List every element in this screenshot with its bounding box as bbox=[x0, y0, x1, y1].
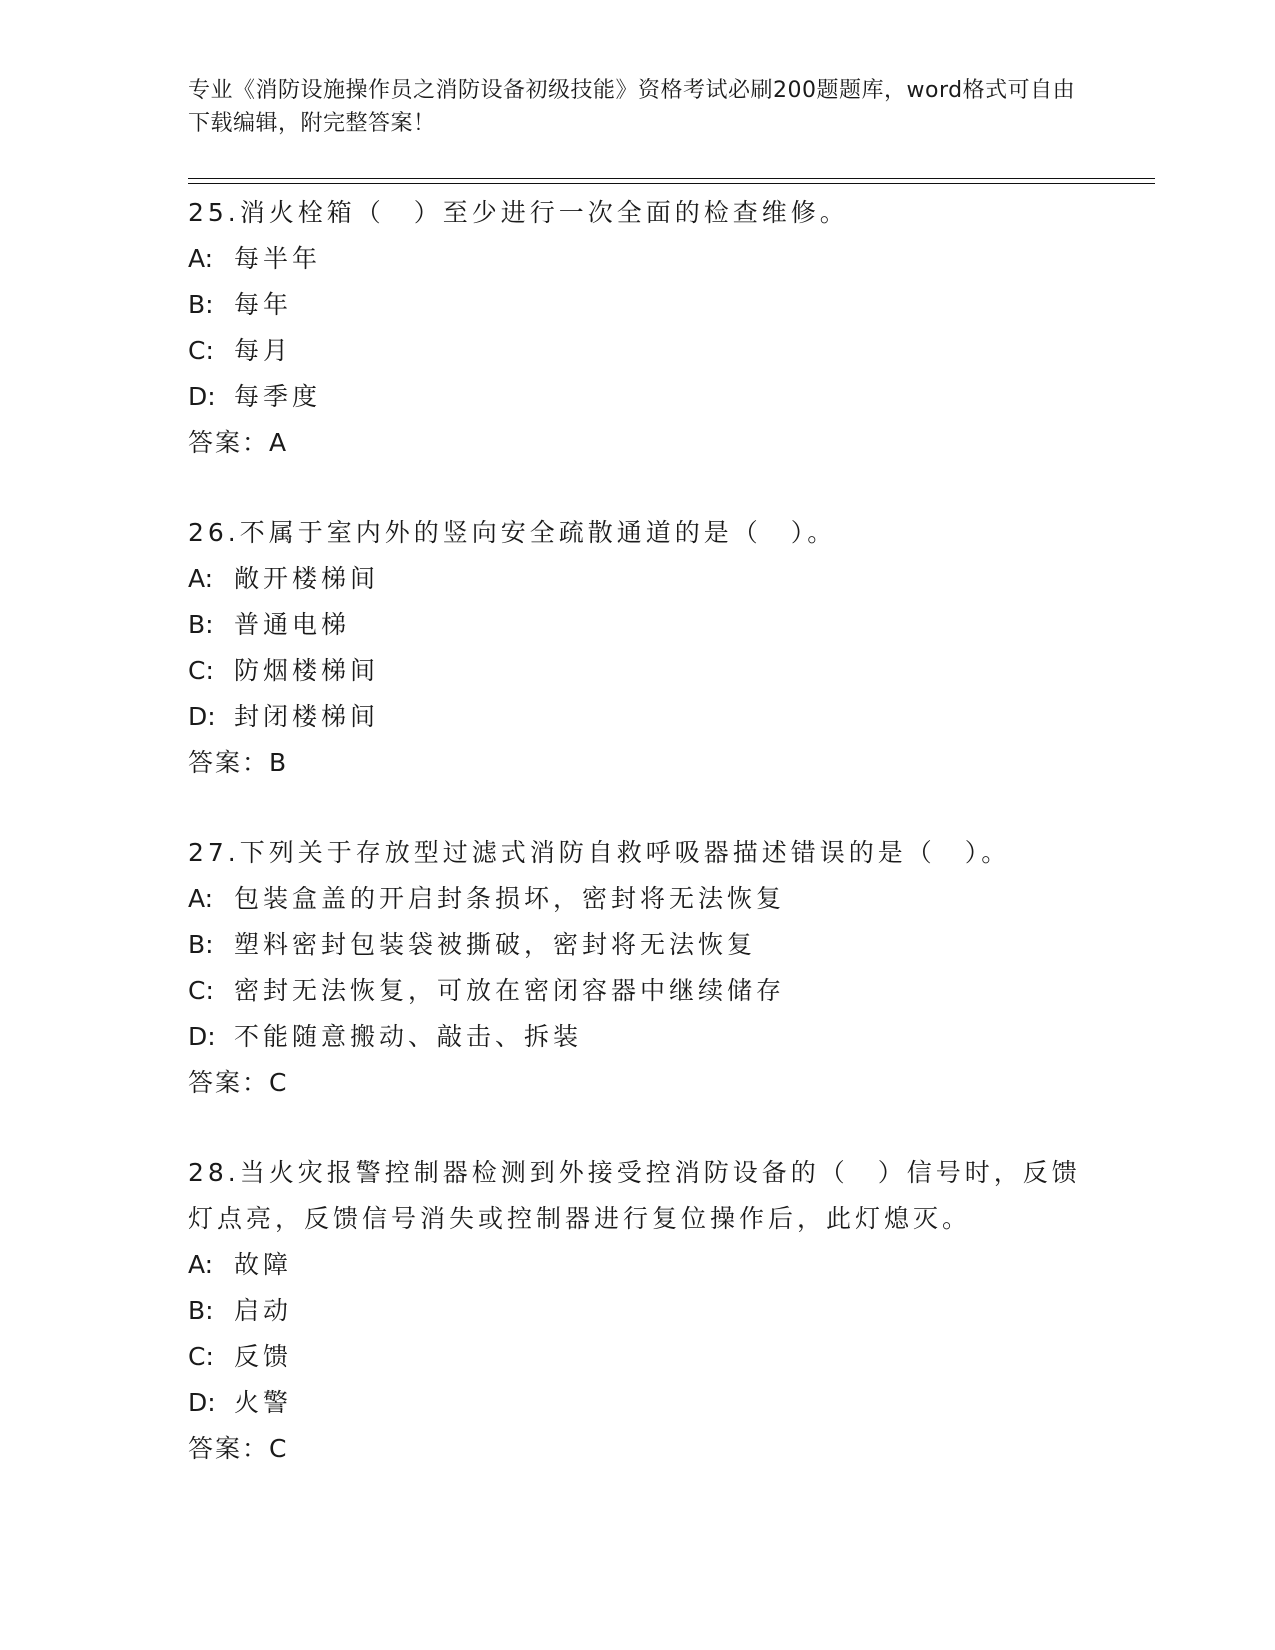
question-28 bbox=[188, 1150, 1088, 1472]
option-a bbox=[188, 236, 1088, 282]
option-key: A: bbox=[188, 1250, 214, 1279]
option-key: B: bbox=[188, 930, 214, 959]
option-text: 塑料密封包装袋被撕破，密封将无法恢复 bbox=[234, 930, 757, 959]
option-key: B: bbox=[188, 290, 214, 319]
question-stem: 26.不属于室内外的竖向安全疏散通道的是（ ）。 bbox=[188, 518, 837, 547]
option-text: 反馈 bbox=[234, 1342, 293, 1371]
option-text: 包装盒盖的开启封条损坏，密封将无法恢复 bbox=[234, 884, 786, 913]
option-key: A: bbox=[188, 884, 214, 913]
option-key: D: bbox=[188, 702, 216, 731]
option-d bbox=[188, 1014, 1088, 1060]
question-26 bbox=[188, 510, 1088, 786]
option-key: C: bbox=[188, 976, 214, 1005]
option-b bbox=[188, 602, 1088, 648]
option-d bbox=[188, 374, 1088, 420]
option-key: D: bbox=[188, 1022, 216, 1051]
option-c bbox=[188, 648, 1088, 694]
question-list bbox=[188, 190, 1088, 1516]
option-a bbox=[188, 1242, 1088, 1288]
option-c bbox=[188, 1334, 1088, 1380]
answer-line: 答案：C bbox=[188, 1434, 289, 1463]
option-key: D: bbox=[188, 382, 216, 411]
header-rule-bottom bbox=[188, 183, 1155, 184]
option-key: C: bbox=[188, 1342, 214, 1371]
option-key: B: bbox=[188, 1296, 214, 1325]
option-text: 普通电梯 bbox=[234, 610, 351, 639]
option-key: D: bbox=[188, 1388, 216, 1417]
option-text: 敞开楼梯间 bbox=[234, 564, 380, 593]
document-header: 专业《消防设施操作员之消防设备初级技能》资格考试必刷200题题库，word格式可自由下载编辑，附完整答案！ bbox=[188, 78, 1076, 136]
option-d bbox=[188, 1380, 1088, 1426]
option-b bbox=[188, 282, 1088, 328]
option-text: 防烟楼梯间 bbox=[234, 656, 380, 685]
question-25 bbox=[188, 190, 1088, 466]
option-text: 故障 bbox=[234, 1250, 293, 1279]
header-rule-top bbox=[188, 178, 1155, 179]
option-key: C: bbox=[188, 656, 214, 685]
option-b bbox=[188, 1288, 1088, 1334]
option-c bbox=[188, 328, 1088, 374]
option-text: 密封无法恢复，可放在密闭容器中继续储存 bbox=[234, 976, 786, 1005]
answer-line: 答案：A bbox=[188, 428, 289, 457]
question-27 bbox=[188, 830, 1088, 1106]
option-key: A: bbox=[188, 244, 214, 273]
answer-line: 答案：C bbox=[188, 1068, 289, 1097]
option-text: 每季度 bbox=[234, 382, 322, 411]
option-text: 每月 bbox=[234, 336, 293, 365]
option-d bbox=[188, 694, 1088, 740]
question-stem: 27.下列关于存放型过滤式消防自救呼吸器描述错误的是（ ）。 bbox=[188, 838, 1011, 867]
option-key: B: bbox=[188, 610, 214, 639]
question-stem: 25.消火栓箱（ ）至少进行一次全面的检查维修。 bbox=[188, 198, 849, 227]
option-a bbox=[188, 876, 1088, 922]
option-b bbox=[188, 922, 1088, 968]
option-text: 每年 bbox=[234, 290, 293, 319]
option-a bbox=[188, 556, 1088, 602]
option-text: 不能随意搬动、敲击、拆装 bbox=[234, 1022, 583, 1051]
option-key: C: bbox=[188, 336, 214, 365]
option-text: 火警 bbox=[234, 1388, 293, 1417]
option-text: 每半年 bbox=[234, 244, 322, 273]
option-text: 封闭楼梯间 bbox=[234, 702, 380, 731]
option-text: 启动 bbox=[234, 1296, 293, 1325]
option-key: A: bbox=[188, 564, 214, 593]
answer-line: 答案：B bbox=[188, 748, 289, 777]
question-stem: 28.当火灾报警控制器检测到外接受控消防设备的（ ）信号时，反馈灯点亮，反馈信号消失或控制器进行复位操作后，此灯熄灭。 bbox=[188, 1158, 1081, 1233]
option-c bbox=[188, 968, 1088, 1014]
